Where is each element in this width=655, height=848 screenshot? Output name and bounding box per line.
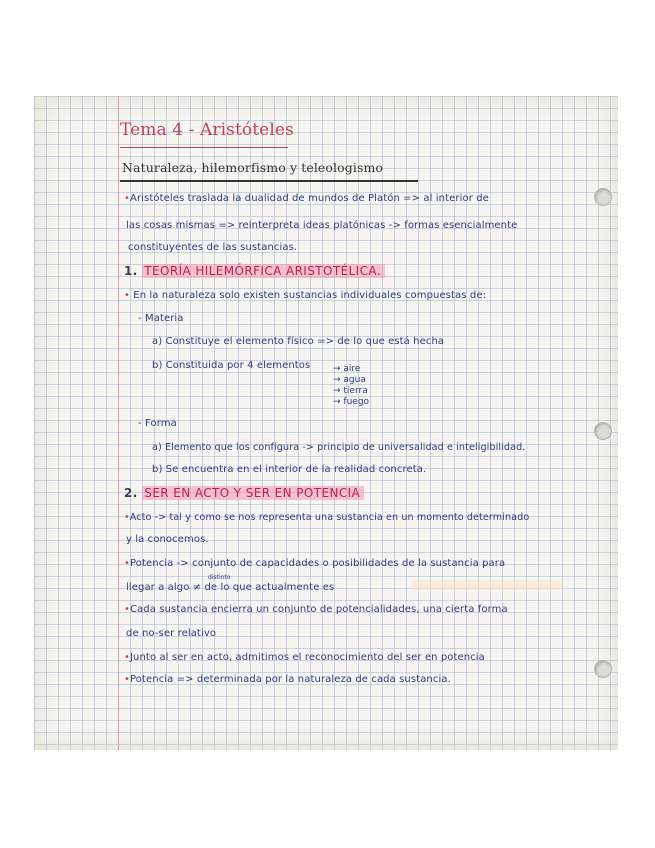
intro-line-2: las cosas mismas => reinterpreta ideas platónicas -> formas esencialmente: [126, 220, 518, 231]
elements-list: [333, 364, 369, 408]
forma-label: - Forma: [138, 418, 177, 429]
section-1-intro: • En la naturaleza solo existen sustancias individuales compuestas de:: [124, 290, 487, 301]
intro-line-3: constituyentes de las sustancias.: [128, 242, 298, 253]
element-item: → tierra: [333, 386, 368, 396]
notebook-page: [34, 96, 618, 750]
forma-b: b) Se encuentra en el interior de la realidad concreta.: [152, 464, 427, 475]
junto-line: •Junto al ser en acto, admitimos el reconocimiento del ser en potencia: [124, 652, 485, 663]
page-title: Tema 4 - Aristóteles: [120, 120, 294, 140]
punch-hole-top: [594, 188, 612, 206]
acto-line-1: •Acto -> tal y como se nos representa una sustancia en un momento determinado: [124, 512, 530, 523]
potencia-determinada-line: •Potencia => determinada por la naturaleza de cada sustancia.: [124, 674, 451, 685]
forma-a: a) Elemento que los configura -> principio de universalidad e inteligibilidad.: [152, 442, 526, 453]
subtitle-underline: [120, 180, 418, 182]
section-2-heading-highlight: SER EN ACTO Y SER EN POTENCIA: [142, 486, 364, 500]
materia-a: a) Constituye el elemento físico => de lo que está hecha: [152, 336, 445, 347]
section-2-heading: 2. SER EN ACTO Y SER EN POTENCIA: [124, 486, 364, 500]
margin-line: [118, 96, 119, 750]
title-underline: [120, 147, 288, 148]
page-subtitle: Naturaleza, hilemorfismo y teleologismo: [122, 160, 384, 175]
intro-line-1: •Aristóteles traslada la dualidad de mundos de Platón => al interior de: [124, 193, 489, 204]
element-item: → agua: [333, 375, 366, 385]
section-1-heading-highlight: TEORÍA HILEMÓRFICA ARISTOTÉLICA.: [142, 264, 385, 278]
element-item: → aire: [333, 364, 361, 374]
element-item: → fuego: [333, 397, 370, 407]
highlighter-mark: [412, 580, 562, 590]
potencia-line-2: llegar a algo ≠ de lo que actualmente es: [126, 582, 335, 593]
punch-hole-bottom: [594, 660, 612, 678]
section-1-heading: 1. TEORÍA HILEMÓRFICA ARISTOTÉLICA.: [124, 264, 385, 278]
small-note-distinto: distinto: [208, 574, 231, 581]
punch-hole-middle: [594, 422, 612, 440]
cada-line-1: •Cada sustancia encierra un conjunto de potencialidades, una cierta forma: [124, 604, 508, 615]
acto-line-2: y la conocemos.: [126, 534, 209, 545]
cada-line-2: de no-ser relativo: [126, 628, 217, 639]
materia-label: - Materia: [138, 313, 184, 324]
materia-b: b) Constituida por 4 elementos: [152, 360, 311, 371]
potencia-line-1: •Potencia -> conjunto de capacidades o posibilidades de la sustancia para: [124, 558, 506, 569]
